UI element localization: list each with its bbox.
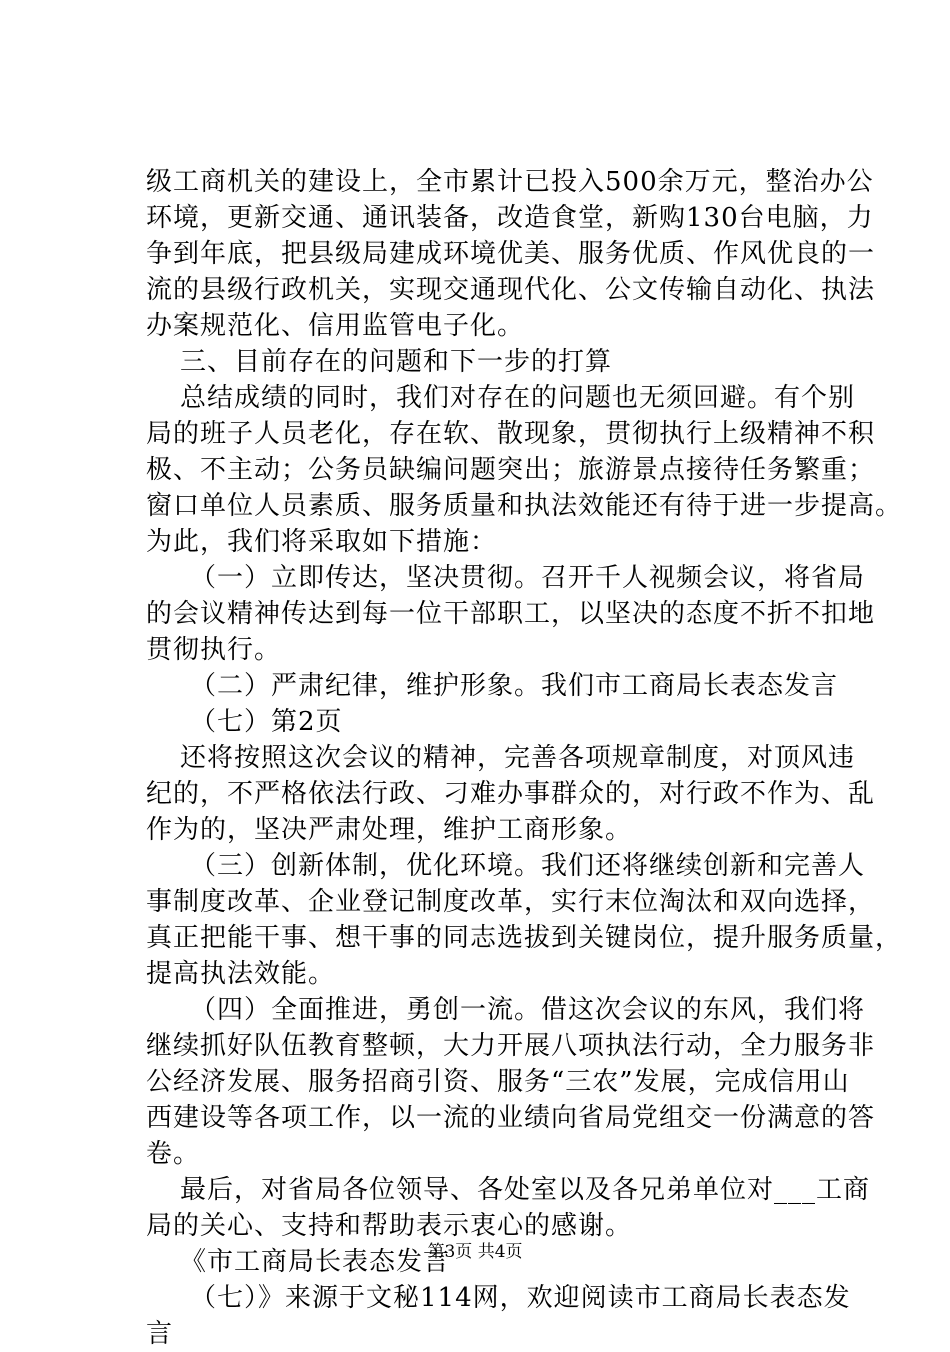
text-line: （二）严肃纪律，维护形象。我们市工商局长表态发言	[190, 671, 839, 701]
text-line: （四）全面推进，勇创一流。借这次会议的东风，我们将	[190, 995, 866, 1025]
text-line: 争到年底，把县级局建成环境优美、服务优质、作风优良的一	[146, 239, 876, 269]
text-line: 局的关心、支持和帮助表示衷心的感谢。	[146, 1211, 633, 1241]
text-line: 言	[146, 1319, 174, 1349]
text-line: 作为的，坚决严肃处理，维护工商形象。	[146, 815, 633, 845]
text-line: 公经济发展、服务招商引资、服务“三农”发展，完成信用山	[146, 1067, 850, 1097]
text-line: 继续抓好队伍教育整顿，大力开展八项执法行动，全力服务非	[146, 1031, 876, 1061]
text-line: 最后，对省局各位领导、各处室以及各兄弟单位对___工商	[180, 1175, 871, 1205]
text-line: 流的县级行政机关，实现交通现代化、公文传输自动化、执法	[146, 275, 876, 305]
text-line: （七）第2页	[190, 707, 343, 737]
text-line: 还将按照这次会议的精神，完善各项规章制度，对顶风违	[180, 743, 856, 773]
text-line: 级工商机关的建设上，全市累计已投入500余万元，整治办公	[146, 167, 874, 197]
text-line: 西建设等各项工作，以一流的业绩向省局党组交一份满意的答	[146, 1103, 876, 1133]
text-line: 极、不主动；公务员缺编问题突出；旅游景点接待任务繁重；	[146, 455, 876, 485]
text-line: 办案规范化、信用监管电子化。	[146, 311, 525, 341]
page-number-footer: 第3页 共4页	[427, 1242, 523, 1262]
text-line: 窗口单位人员素质、服务质量和执法效能还有待于进一步提高。	[146, 491, 903, 521]
text-line: 《市工商局长表态发言	[180, 1247, 451, 1277]
text-line: 总结成绩的同时，我们对存在的问题也无须回避。有个别	[180, 383, 856, 413]
text-line: 事制度改革、企业登记制度改革，实行末位淘汰和双向选择，	[146, 887, 876, 917]
section-heading: 三、目前存在的问题和下一步的打算	[180, 347, 613, 377]
text-line: 卷。	[146, 1139, 201, 1169]
text-line: （一）立即传达，坚决贯彻。召开千人视频会议，将省局	[190, 563, 866, 593]
text-line: 提高执法效能。	[146, 959, 336, 989]
text-line: （七）》来源于文秘114网，欢迎阅读市工商局长表态发	[190, 1283, 851, 1313]
text-line: （三）创新体制，优化环境。我们还将继续创新和完善人	[190, 851, 866, 881]
text-line: 纪的，不严格依法行政、刁难办事群众的，对行政不作为、乱	[146, 779, 876, 809]
text-line: 局的班子人员老化，存在软、散现象，贯彻执行上级精神不积	[146, 419, 876, 449]
text-line: 为此，我们将采取如下措施：	[146, 527, 498, 557]
text-line: 的会议精神传达到每一位干部职工，以坚决的态度不折不扣地	[146, 599, 876, 629]
text-line: 真正把能干事、想干事的同志选拔到关键岗位，提升服务质量，	[146, 923, 903, 953]
text-line: 贯彻执行。	[146, 635, 282, 665]
text-line: 环境，更新交通、通讯装备，改造食堂，新购130台电脑，力	[146, 203, 874, 233]
